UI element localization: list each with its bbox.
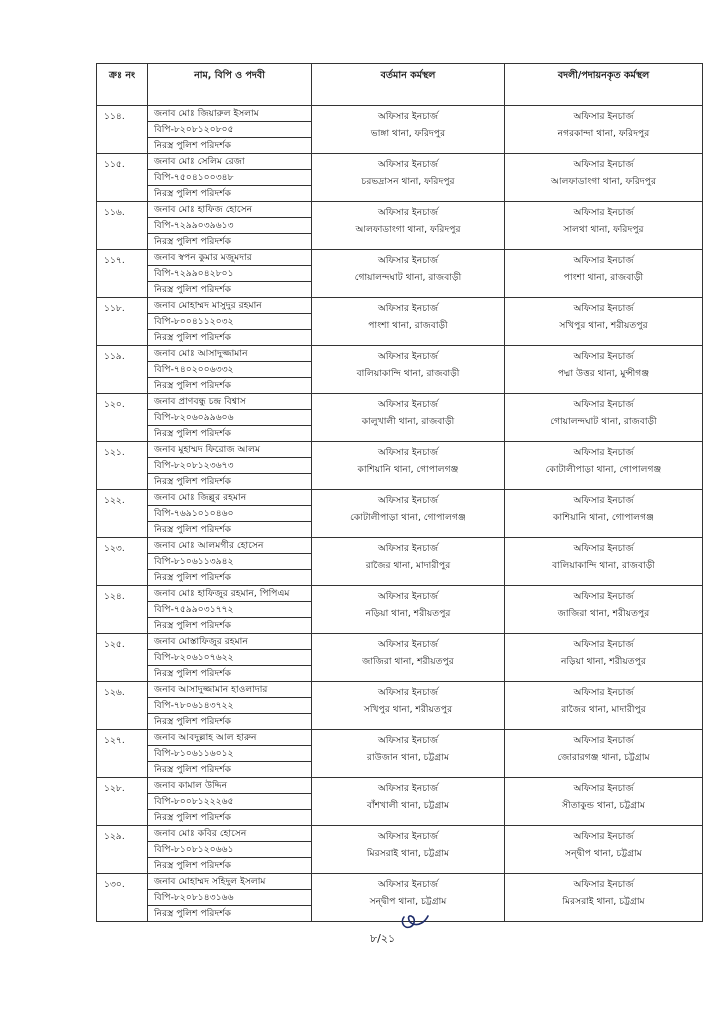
table-row [97,778,703,826]
row-transfer-posting [505,730,703,778]
table-row [97,346,703,394]
current-post-title: অফিসার ইনচার্জ [377,687,439,698]
officer-name: জনাব মোঃ আলমগীর হোসেন [148,538,311,554]
table-row [97,826,703,874]
current-post-title: অফিসার ইনচার্জ [377,783,439,794]
row-current-posting [312,106,505,154]
row-serial: ১১৭. [97,250,148,298]
officer-rank: নিরস্ত্র পুলিশ পরিদর্শক [154,188,232,199]
transfer-post-station: সীতাকুন্ড থানা, চট্টগ্রাম [562,800,645,811]
current-post-station: কালুখালী থানা, রাজবাড়ী [361,416,455,427]
transfer-post-station: কোটালীপাড়া থানা, গোপালগঞ্জ [545,464,662,475]
current-post-station: আলফাডাংগা থানা, ফরিদপুর [355,224,461,235]
officer-bp-number: বিপি-৭৬৯১০১০৪৬০ [148,506,311,522]
current-post-station: বালিয়াকান্দি থানা, রাজবাড়ী [356,368,460,379]
row-officer [148,538,312,586]
row-serial: ১২০. [97,394,148,442]
transfer-post-title: অফিসার ইনচার্জ [573,783,634,794]
officer-rank: নিরস্ত্র পুলিশ পরিদর্শক [154,332,232,343]
transfer-post-title: অফিসার ইনচার্জ [573,831,634,842]
row-current-posting [312,394,505,442]
row-serial: ১১৮. [97,298,148,346]
row-transfer-posting [505,586,703,634]
table-row [97,490,703,538]
row-serial: ১১৪. [97,106,148,154]
current-post-station: নড়িয়া থানা, শরীয়তপুর [365,608,451,619]
transfer-post-title: অফিসার ইনচার্জ [573,351,634,362]
transfer-post-station: বালিয়াকান্দি থানা, রাজবাড়ী [552,560,655,571]
officer-name: জনাব মোঃ সেলিম রেজা [148,154,311,170]
officer-bp-number: বিপি-৭৫০৪১০০৩৪৮ [148,170,311,186]
row-current-posting [312,682,505,730]
officer-rank: নিরস্ত্র পুলিশ পরিদর্শক [154,812,232,823]
officer-rank: নিরস্ত্র পুলিশ পরিদর্শক [154,860,232,871]
officer-rank: নিরস্ত্র পুলিশ পরিদর্শক [154,476,232,487]
current-post-title: অফিসার ইনচার্জ [377,879,439,890]
row-transfer-posting [505,250,703,298]
current-post-title: অফিসার ইনচার্জ [377,639,439,650]
row-transfer-posting [505,298,703,346]
officer-rank: নিরস্ত্র পুলিশ পরিদর্শক [154,572,232,583]
officer-bp-number: বিপি-৭২৯৯০৪২৮০১ [148,266,311,282]
current-post-title: অফিসার ইনচার্জ [377,399,439,410]
row-serial: ১২৮. [97,778,148,826]
officer-name: জনাব মোহাম্মদ সহিদুল ইসলাম [148,874,311,890]
officer-name: জনাব মোহাম্মদ মাসুদুর রহমান [148,298,311,314]
row-current-posting [312,154,505,202]
officer-name: জনাব আবদুল্লাহ আল হারুন [148,730,311,746]
row-transfer-posting [505,538,703,586]
current-post-title: অফিসার ইনচার্জ [377,495,439,506]
row-officer [148,682,312,730]
officer-rank: নিরস্ত্র পুলিশ পরিদর্শক [154,620,232,631]
transfer-post-title: অফিসার ইনচার্জ [573,255,634,266]
current-post-title: অফিসার ইনচার্জ [377,159,439,170]
row-officer [148,298,312,346]
row-transfer-posting [505,634,703,682]
officer-name: জনাব কামাল উদ্দিন [148,778,311,794]
officer-bp-number: বিপি-৮০০৮১২২২৬৫ [148,794,311,810]
row-current-posting [312,490,505,538]
officer-name: জনাব মোস্তাফিজুর রহমান [148,634,311,650]
officer-rank: নিরস্ত্র পুলিশ পরিদর্শক [154,764,232,775]
row-officer [148,106,312,154]
transfer-post-title: অফিসার ইনচার্জ [573,879,634,890]
transfer-post-title: অফিসার ইনচার্জ [573,543,634,554]
transfer-post-station: পদ্মা উত্তর থানা, মুন্সীগঞ্জ [557,368,650,379]
transfer-post-title: অফিসার ইনচার্জ [573,399,634,410]
row-transfer-posting [505,682,703,730]
current-post-title: অফিসার ইনচার্জ [377,447,439,458]
table-row [97,634,703,682]
row-officer [148,826,312,874]
transfer-post-title: অফিসার ইনচার্জ [573,735,634,746]
officer-name: জনাব স্বপন কুমার মজুমদার [148,250,311,266]
row-current-posting [312,250,505,298]
officer-name: জনাব মোঃ জিয়ারুল ইসলাম [148,106,311,122]
row-officer [148,586,312,634]
row-serial: ১১৯. [97,346,148,394]
current-post-station: সখিপুর থানা, শরীয়তপুর [363,704,453,715]
table-row [97,730,703,778]
transfer-post-station: সালথা থানা, ফরিদপুর [563,224,644,235]
transfer-post-station: পাংশা থানা, রাজবাড়ী [563,272,644,283]
page-number: ৮/২১ [370,932,396,945]
header-transfer-posting: বদলী/পদায়নকৃত কর্মস্থল [505,64,703,106]
row-officer [148,154,312,202]
current-post-station: পাংশা থানা, রাজবাড়ী [368,320,448,331]
table-header-row [97,64,703,106]
row-transfer-posting [505,874,703,922]
row-officer [148,202,312,250]
row-transfer-posting [505,346,703,394]
officer-rank: নিরস্ত্র পুলিশ পরিদর্শক [154,140,232,151]
table-row [97,682,703,730]
transfer-post-station: সখিপুর থানা, শরীয়তপুর [559,320,648,331]
officer-name: জনাব আসাদুজ্জামান হাওলাদার [148,682,311,698]
row-current-posting [312,826,505,874]
row-serial: ১১৬. [97,202,148,250]
current-post-station: গোয়ালন্দঘাট থানা, রাজবাড়ী [354,272,462,283]
row-current-posting [312,202,505,250]
row-current-posting [312,586,505,634]
transfer-post-station: নগরকান্দা থানা, ফরিদপুর [557,128,650,139]
header-serial: ক্রঃ নং [97,64,148,106]
row-officer [148,394,312,442]
current-post-station: মিরসরাই থানা, চট্টগ্রাম [366,848,450,859]
officer-bp-number: বিপি-৮০০৪১১২০৩২ [148,314,311,330]
row-serial: ১২২. [97,490,148,538]
transfer-post-title: অফিসার ইনচার্জ [573,639,634,650]
row-serial: ১২৫. [97,634,148,682]
officer-bp-number: বিপি-৮১০৬১১৩৯৪২ [148,554,311,570]
row-serial: ১২৬. [97,682,148,730]
current-post-station: কোটালীপাড়া থানা, গোপালগঞ্জ [350,512,466,523]
officer-name: জনাব মোঃ জিল্লুর রহমান [148,490,311,506]
officer-rank: নিরস্ত্র পুলিশ পরিদর্শক [154,236,232,247]
row-current-posting [312,634,505,682]
officer-rank: নিরস্ত্র পুলিশ পরিদর্শক [154,380,232,391]
transfer-post-title: অফিসার ইনচার্জ [573,207,634,218]
row-officer [148,634,312,682]
transfer-post-station: কাশিয়ানি থানা, গোপালগঞ্জ [553,512,654,523]
transfer-post-title: অফিসার ইনচার্জ [573,687,634,698]
officer-bp-number: বিপি-৮২০৮১২০৮০৫ [148,122,311,138]
officer-bp-number: বিপি-৮২০৮১২৩৬৭৩ [148,458,311,474]
row-officer [148,490,312,538]
row-serial: ১১৫. [97,154,148,202]
header-name: নাম, বিপি ও পদবী [148,64,312,106]
row-serial: ১২৯. [97,826,148,874]
row-transfer-posting [505,826,703,874]
current-post-title: অফিসার ইনচার্জ [377,351,439,362]
row-transfer-posting [505,154,703,202]
row-transfer-posting [505,490,703,538]
row-officer [148,346,312,394]
officer-name: জনাব মোঃ আসাদুজ্জামান [148,346,311,362]
officer-rank: নিরস্ত্র পুলিশ পরিদর্শক [154,668,232,679]
row-current-posting [312,442,505,490]
row-serial: ১২৪. [97,586,148,634]
officer-bp-number: বিপি-৭৪০২০০৬৩৩২ [148,362,311,378]
current-post-title: অফিসার ইনচার্জ [377,111,439,122]
transfer-post-title: অফিসার ইনচার্জ [573,495,634,506]
row-transfer-posting [505,778,703,826]
current-post-title: অফিসার ইনচার্জ [377,207,439,218]
officer-rank: নিরস্ত্র পুলিশ পরিদর্শক [154,908,232,919]
row-serial: ১২৩. [97,538,148,586]
row-serial: ১২৭. [97,730,148,778]
transfer-post-station: গোয়ালন্দঘাট থানা, রাজবাড়ী [550,416,657,427]
current-post-title: অফিসার ইনচার্জ [377,303,439,314]
current-post-station: জাজিরা থানা, শরীয়তপুর [362,656,454,667]
officer-name: জনাব মোঃ হাফিজুর রহমান, পিপিএম [148,586,311,602]
table-row [97,298,703,346]
transfer-post-title: অফিসার ইনচার্জ [573,591,634,602]
current-post-title: অফিসার ইনচার্জ [377,735,439,746]
row-officer [148,730,312,778]
officer-rank: নিরস্ত্র পুলিশ পরিদর্শক [154,524,232,535]
row-current-posting [312,538,505,586]
transfer-post-title: অফিসার ইনচার্জ [573,447,634,458]
row-current-posting [312,730,505,778]
officer-bp-number: বিপি-৭৮০৬১৪৩৭২২ [148,698,311,714]
current-post-station: সন্দ্বীপ থানা, চট্টগ্রাম [369,896,447,907]
officer-bp-number: বিপি-৮২০৮১৪৩১৬৬ [148,890,311,906]
row-officer [148,250,312,298]
signature-initials-icon [398,908,432,934]
officer-name: জনাব প্রাণবন্ধু চন্দ্র বিশ্বাস [148,394,311,410]
transfer-post-title: অফিসার ইনচার্জ [573,111,634,122]
row-transfer-posting [505,106,703,154]
row-current-posting [312,778,505,826]
row-serial: ১২১. [97,442,148,490]
row-current-posting [312,346,505,394]
officer-bp-number: বিপি-৮২০৬১০৭৬২২ [148,650,311,666]
transfer-post-station: মিরসরাই থানা, চট্টগ্রাম [562,896,645,907]
officer-bp-number: বিপি-৮১০৮১২০৬৬১ [148,842,311,858]
table-row [97,442,703,490]
row-officer [148,874,312,922]
table-row [97,202,703,250]
current-post-title: অফিসার ইনচার্জ [377,543,439,554]
transfer-post-station: জাজিরা থানা, শরীয়তপুর [557,608,650,619]
transfer-post-station: সন্দ্বীপ থানা, চট্টগ্রাম [565,848,642,859]
posting-table [96,63,703,922]
row-officer [148,778,312,826]
row-serial: ১৩০. [97,874,148,922]
table-row [97,538,703,586]
table-row [97,394,703,442]
current-post-title: অফিসার ইনচার্জ [377,591,439,602]
officer-rank: নিরস্ত্র পুলিশ পরিদর্শক [154,428,232,439]
current-post-title: অফিসার ইনচার্জ [377,255,439,266]
table-row [97,586,703,634]
header-current-posting: বর্তমান কর্মস্থল [312,64,505,106]
current-post-station: রাজৈর থানা, মাদারীপুর [365,560,451,571]
officer-name: জনাব মুহাম্মদ ফিরোজ আলম [148,442,311,458]
current-post-station: ভাঙ্গা থানা, ফরিদপুর [370,128,446,139]
table-row [97,154,703,202]
officer-name: জনাব মোঃ কবির হোসেন [148,826,311,842]
row-officer [148,442,312,490]
row-transfer-posting [505,394,703,442]
table-body [97,106,703,922]
current-post-station: রাউজান থানা, চট্টগ্রাম [366,752,450,763]
officer-bp-number: বিপি-৭৫৯৯০৩১৭৭২ [148,602,311,618]
current-post-station: বাঁশখালী থানা, চট্টগ্রাম [366,800,450,811]
current-post-station: চরভদ্রাসন থানা, ফরিদপুর [361,176,455,187]
current-post-title: অফিসার ইনচার্জ [377,831,439,842]
officer-rank: নিরস্ত্র পুলিশ পরিদর্শক [154,284,232,295]
transfer-post-station: আলফাডাংগা থানা, ফরিদপুর [550,176,657,187]
transfer-post-station: নড়িয়া থানা, শরীয়তপুর [561,656,646,667]
officer-name: জনাব মোঃ হাফিজ হোসেন [148,202,311,218]
table-row [97,250,703,298]
officer-bp-number: বিপি-৮১০৬১১৬০১২ [148,746,311,762]
transfer-post-station: রাজৈর থানা, মাদারীপুর [561,704,646,715]
transfer-post-title: অফিসার ইনচার্জ [573,159,634,170]
transfer-post-title: অফিসার ইনচার্জ [573,303,634,314]
officer-rank: নিরস্ত্র পুলিশ পরিদর্শক [154,716,232,727]
transfer-post-station: জোরারগঞ্জ থানা, চট্টগ্রাম [557,752,650,763]
row-transfer-posting [505,442,703,490]
officer-bp-number: বিপি-৭২৯৯০৩৯৬১৩ [148,218,311,234]
table-row [97,106,703,154]
officer-bp-number: বিপি-৮২০৬০৯৯৬০৬ [148,410,311,426]
current-post-station: কাশিয়ানি থানা, গোপালগঞ্জ [357,464,459,475]
row-transfer-posting [505,202,703,250]
row-current-posting [312,298,505,346]
